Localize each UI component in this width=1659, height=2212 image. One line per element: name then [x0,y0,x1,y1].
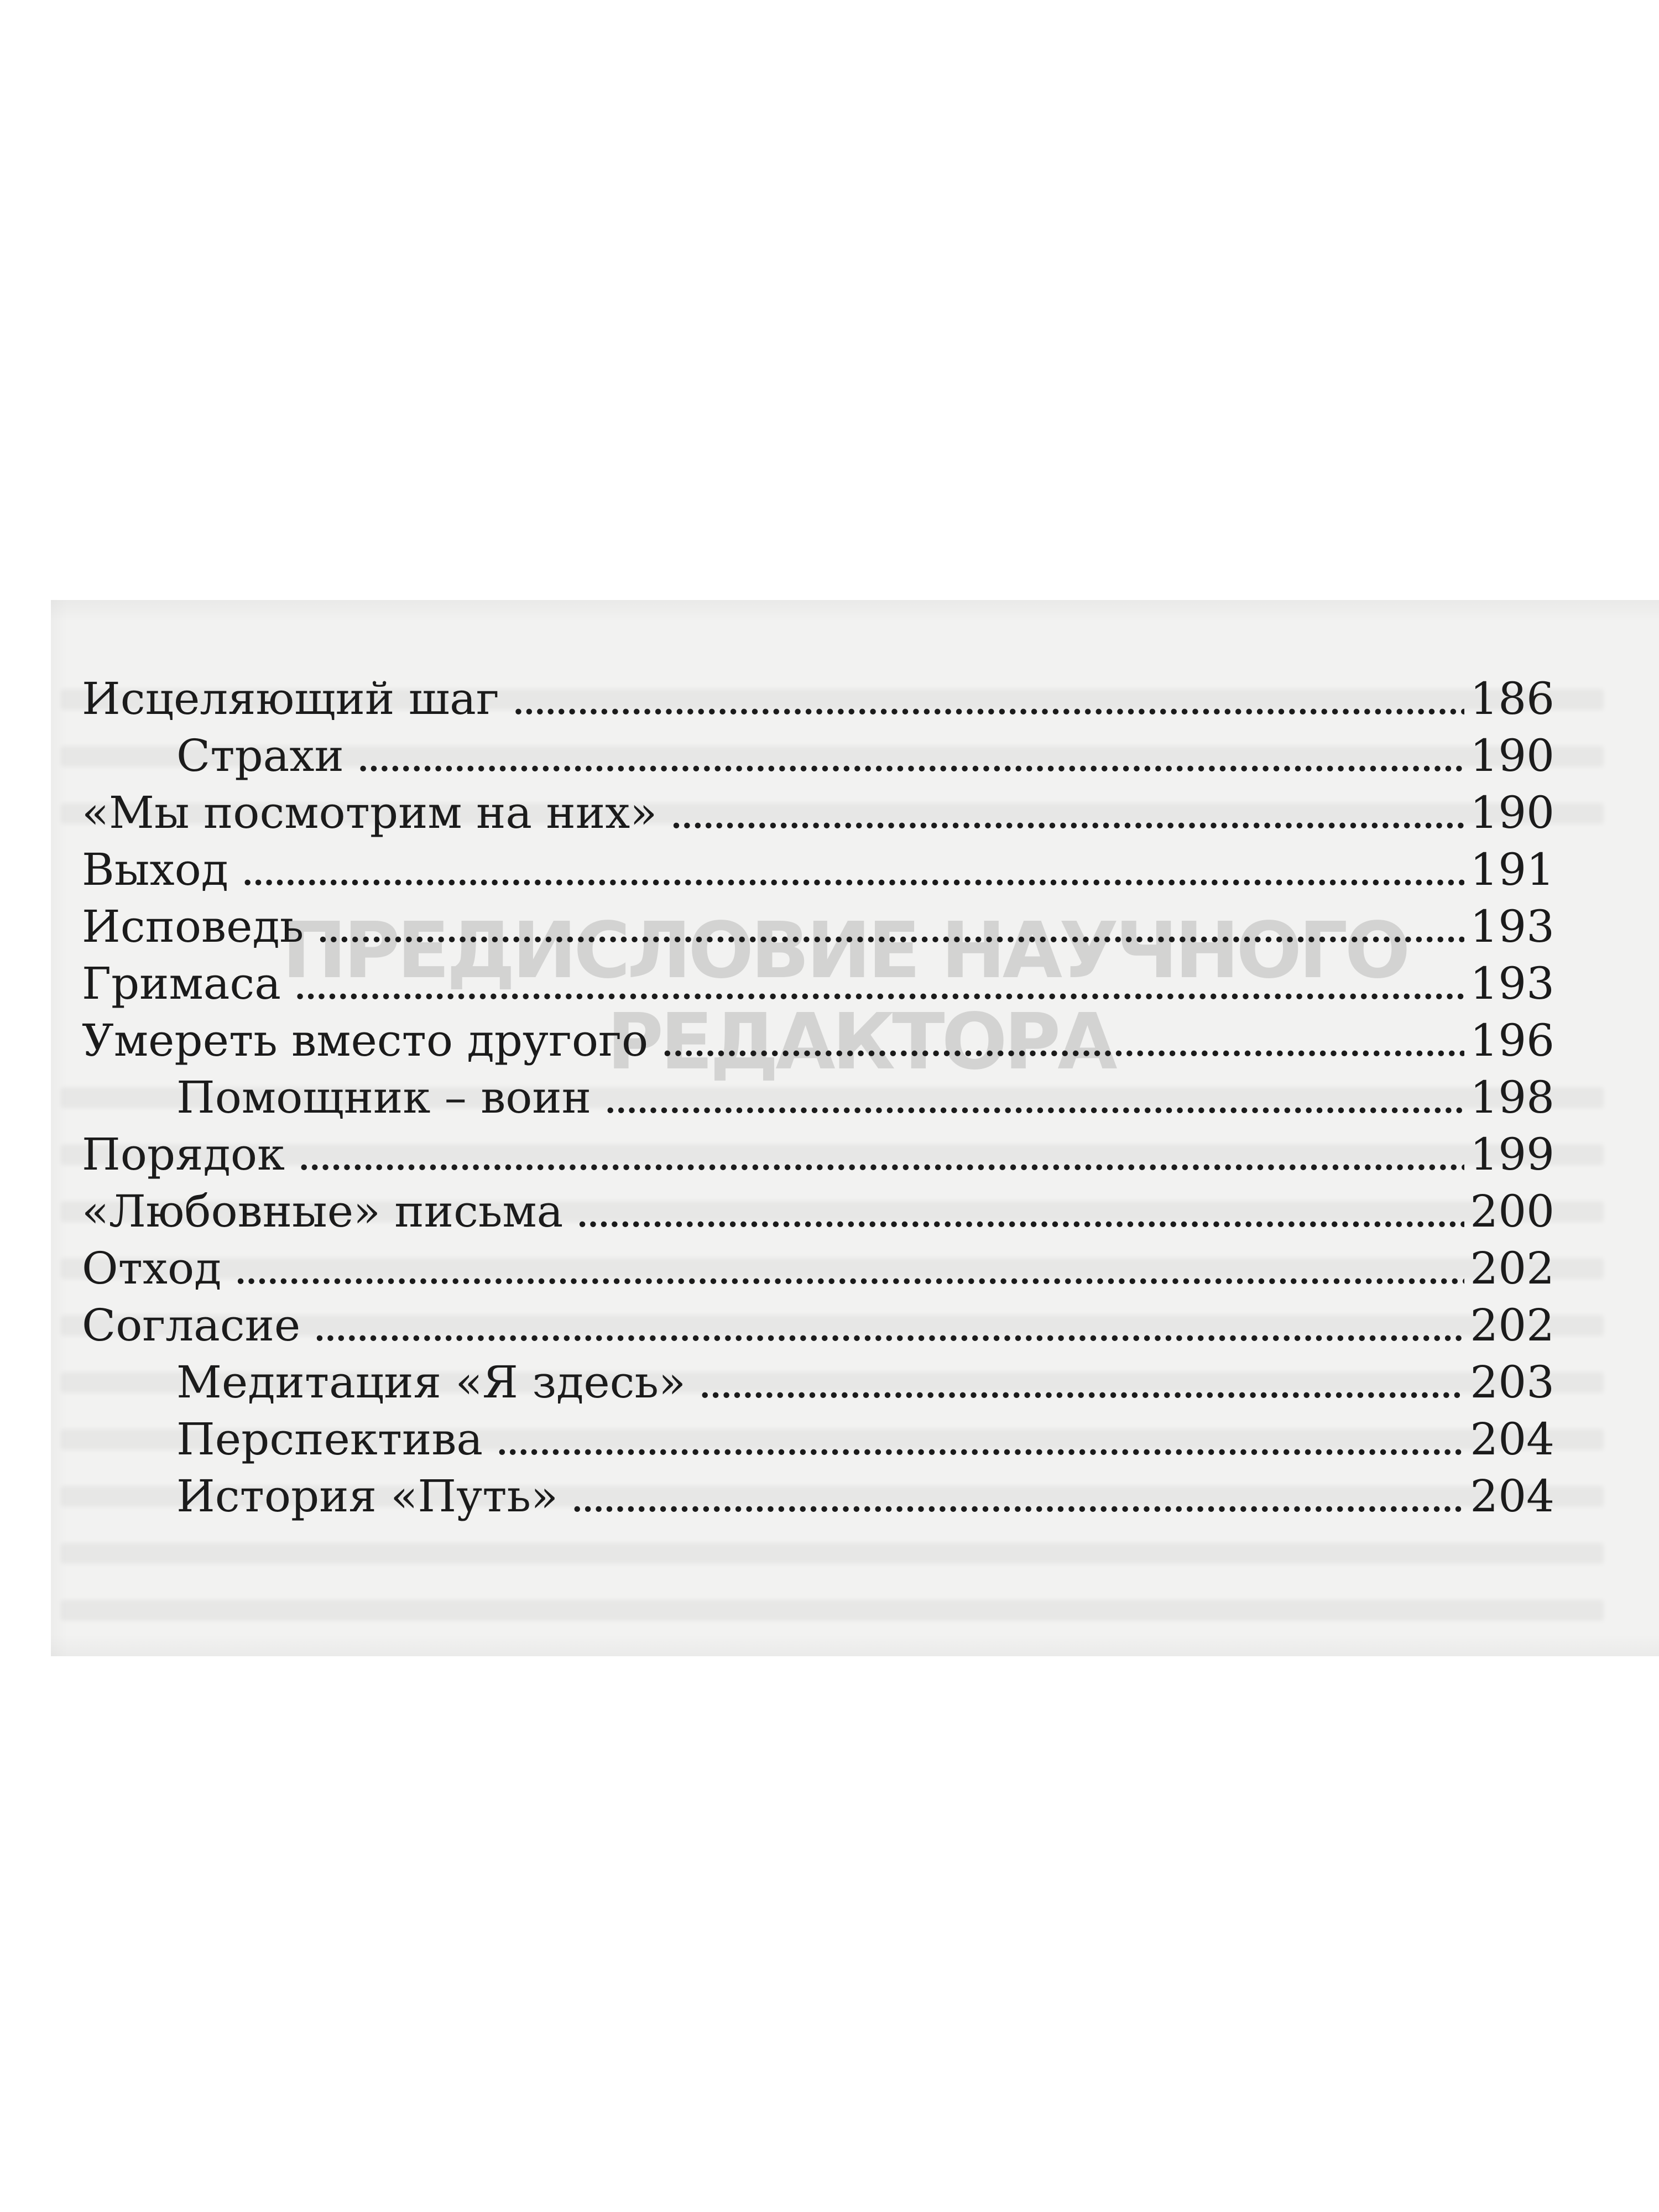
toc-leader-dots [660,1012,1464,1069]
toc-entry [82,955,1554,1012]
toc-leader-dots [698,1354,1464,1411]
toc-entry-title: Порядок [82,1129,285,1180]
toc-leader-dots [293,955,1464,1012]
toc-entry-title: «Мы посмотрим на них» [82,787,658,838]
toc-entry [82,784,1554,841]
show-through-heading-line1: ПРЕДИСЛОВИЕ НАУЧНОГО [282,906,1407,996]
toc-entry [82,1354,1554,1411]
toc-entry-title: Исцеляющий шаг [82,673,499,724]
toc-page-number: 190 [1470,730,1554,781]
toc-entry-title: «Любовные» письма [82,1186,564,1237]
toc-entry-title: Страхи [176,730,344,781]
toc-entry [82,841,1554,898]
toc-entry-title: Перспектива [176,1413,483,1465]
toc-page-number: 193 [1470,958,1554,1009]
toc-page-number: 202 [1470,1300,1554,1351]
toc-entry [82,1126,1554,1183]
toc-entry-title: Медитация «Я здесь» [176,1357,686,1408]
toc-leader-dots [316,898,1464,955]
show-through-heading-line2: РЕДАКТОРА [607,997,1114,1087]
toc-entry [82,1240,1554,1297]
toc-entry-title: Отход [82,1243,222,1294]
toc-entry [82,898,1554,955]
toc-leader-dots [669,784,1464,841]
toc-page-number: 196 [1470,1015,1554,1066]
table-of-contents [82,670,1554,1525]
toc-page-number: 204 [1470,1413,1554,1465]
show-through-line [61,1543,1604,1564]
toc-page-number: 191 [1470,844,1554,895]
toc-entry [82,1468,1554,1525]
toc-leader-dots [575,1183,1464,1240]
toc-entry-title: Согласие [82,1300,301,1351]
toc-page-number: 200 [1470,1186,1554,1237]
toc-leader-dots [241,841,1464,898]
toc-page-number: 203 [1470,1357,1554,1408]
toc-entry [82,1069,1554,1126]
toc-entry-title: Выход [82,844,228,895]
toc-leader-dots [570,1468,1464,1525]
toc-entry [82,1012,1554,1069]
toc-leader-dots [603,1069,1464,1126]
toc-leader-dots [312,1297,1464,1354]
toc-leader-dots [495,1411,1464,1468]
toc-entry [82,1297,1554,1354]
toc-leader-dots [356,727,1464,784]
toc-entry [82,1411,1554,1468]
toc-entry-title: Гримаса [82,958,281,1009]
toc-page-number: 186 [1470,673,1554,724]
toc-entry-title: История «Путь» [176,1470,558,1522]
toc-entry [82,670,1554,727]
toc-entry-title: Умереть вместо другого [82,1015,649,1066]
toc-page-number: 202 [1470,1243,1554,1294]
toc-page-number: 199 [1470,1129,1554,1180]
toc-entry [82,727,1554,784]
show-through-line [61,1600,1604,1621]
toc-page-number: 190 [1470,787,1554,838]
toc-entry [82,1183,1554,1240]
toc-leader-dots [512,670,1465,727]
toc-page-number: 204 [1470,1470,1554,1522]
toc-leader-dots [233,1240,1464,1297]
toc-page-number: 198 [1470,1072,1554,1123]
toc-page-number: 193 [1470,901,1554,952]
toc-leader-dots [297,1126,1464,1183]
toc-entry-title: Исповедь [82,901,304,952]
toc-entry-title: Помощник – воин [176,1072,592,1123]
